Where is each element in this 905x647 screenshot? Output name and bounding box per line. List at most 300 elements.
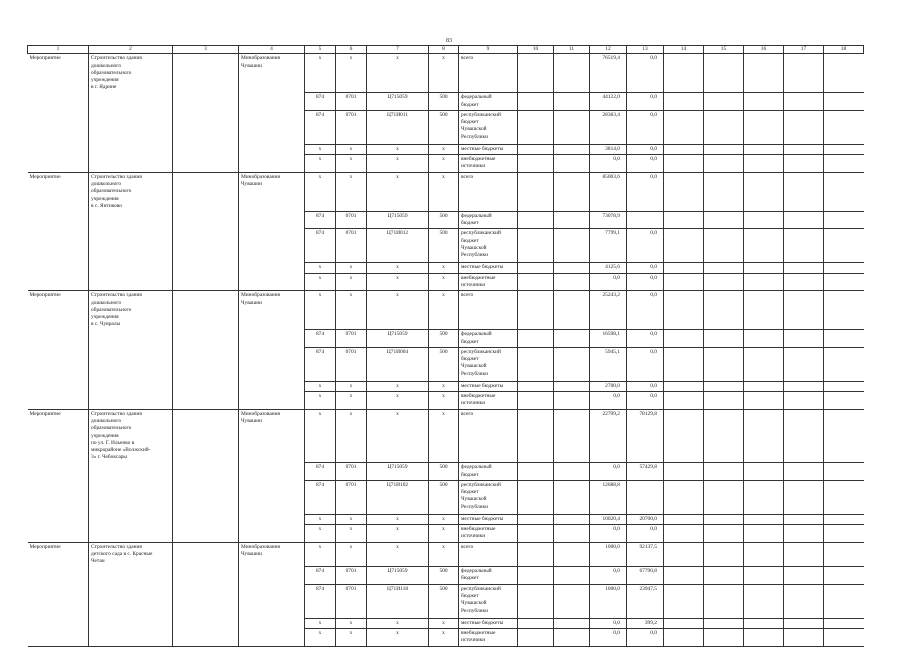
value-col-10 [518,629,554,647]
empty-cell [89,381,173,391]
text-line: местные бюджеты [461,264,504,271]
page-number: 83 [446,38,452,44]
funding-source [459,525,518,543]
value-col-14 [664,392,704,410]
funding-source [459,514,518,524]
value-col-14 [664,110,704,144]
empty-cell [89,273,173,291]
column-number-10: 10 [518,46,554,54]
text-line: микрорайоне «Волжский- [91,447,151,454]
expense-type-code: х [429,263,459,273]
empty-cell [89,229,173,263]
value-col-13: 0,0 [627,629,664,647]
value-col-15 [704,542,744,566]
text-line: дошкольного [91,62,122,69]
value-col-12: 12688,8 [590,480,627,514]
funding-table [27,45,864,647]
value-col-15 [704,273,744,291]
value-col-17 [784,291,824,330]
value-col-13 [627,480,664,514]
value-col-14 [664,463,704,481]
target-article-code: х [367,381,429,391]
expense-type-code: х [429,542,459,566]
empty-cell [89,480,173,514]
empty-cell [89,144,173,154]
value-col-10 [518,54,554,93]
text-line: республиканский [461,481,501,488]
value-col-15 [704,291,744,330]
text-line: учреждения [91,432,119,439]
text-line: бюджет [461,220,479,227]
value-col-12: 0,0 [590,525,627,543]
empty-cell [173,263,239,273]
value-col-17 [784,525,824,543]
target-article-code: Ц715059 [367,463,429,481]
empty-cell [173,392,239,410]
value-col-13: 0,0 [627,172,664,211]
value-col-13: 0,0 [627,273,664,291]
executor [239,291,305,330]
value-col-11 [554,463,590,481]
value-col-11 [554,291,590,330]
text-line: Чувашской [461,496,487,503]
expense-type-code: 500 [429,567,459,585]
funding-source [459,172,518,211]
text-line: Чувашии [241,62,262,69]
value-col-18 [824,172,864,211]
section-code: х [336,155,367,173]
value-col-13 [627,211,664,229]
funding-source [459,110,518,144]
value-col-10 [518,93,554,111]
grbs-code: 874 [305,330,336,348]
value-col-10 [518,155,554,173]
empty-cell [239,584,305,618]
text-line: Чувашии [241,418,262,424]
text-line: Республики [461,133,489,140]
target-article-code: х [367,54,429,93]
value-col-11 [554,629,590,647]
value-col-12: 2700,0 [590,381,627,391]
value-col-15 [704,567,744,585]
empty-cell [28,381,89,391]
value-col-12: 25243,2 [590,291,627,330]
column-number-9: 9 [459,46,518,54]
text-line: федеральный [461,94,492,101]
value-col-10 [518,347,554,381]
empty-cell [239,155,305,173]
text-line: Минобразования [241,173,280,180]
empty-cell [28,93,89,111]
column-number-12: 12 [590,46,627,54]
column-number-8: 8 [429,46,459,54]
empty-cell [28,629,89,647]
value-col-15 [704,347,744,381]
value-col-10 [518,514,554,524]
text-line: внебюджетные [461,274,496,281]
value-col-17 [784,409,824,463]
event-name [89,172,173,211]
event-type: Мероприятие [28,54,89,93]
value-col-11 [554,542,590,566]
empty-cell [89,629,173,647]
text-line: источники [461,163,486,170]
grbs-code: х [305,381,336,391]
funding-source [459,291,518,330]
funding-source [459,480,518,514]
text-line: Чувашской [461,363,487,370]
value-col-14 [664,618,704,628]
table-row [28,480,864,514]
value-col-11 [554,144,590,154]
value-col-14 [664,93,704,111]
text-line: дошкольного [91,418,122,424]
value-col-11 [554,525,590,543]
value-col-11 [554,514,590,524]
expense-type-code: х [429,514,459,524]
empty-cell [28,567,89,585]
value-col-16 [744,263,784,273]
value-col-12: 0,0 [590,618,627,628]
empty-cell [28,229,89,263]
column-number-17: 17 [784,46,824,54]
funding-source [459,211,518,229]
text-line: 3» г. Чебоксары [91,454,128,461]
value-col-17 [784,347,824,381]
empty-cell [89,525,173,543]
value-col-14 [664,514,704,524]
value-col-12: 16598,1 [590,330,627,348]
value-col-12: 0,0 [590,629,627,647]
text-line: Чувашии [241,299,262,306]
funding-source [459,567,518,585]
value-col-18 [824,330,864,348]
empty-cell [173,273,239,291]
value-col-17 [784,567,824,585]
value-col-11 [554,381,590,391]
text-line: источники [461,400,486,407]
text-line: внебюджетные [461,630,496,637]
value-col-10 [518,291,554,330]
empty-cell [173,144,239,154]
value-col-14 [664,629,704,647]
target-article-code: Ц715059 [367,330,429,348]
target-article-code: х [367,273,429,291]
expense-type-code: 500 [429,480,459,514]
section-code: 0701 [336,110,367,144]
value-col-11 [554,273,590,291]
event-type: Мероприятие [28,172,89,211]
value-col-17 [784,618,824,628]
section-code: 0701 [336,347,367,381]
value-col-12: 0,0 [590,392,627,410]
empty-cell [89,463,173,481]
value-col-14 [664,347,704,381]
empty-cell [173,629,239,647]
empty-cell [28,155,89,173]
value-col-14 [664,155,704,173]
target-article-code: х [367,409,429,463]
value-col-18 [824,480,864,514]
text-line: всего [461,292,474,299]
empty-cell [239,567,305,585]
text-line: источники [461,281,486,288]
value-col-18 [824,392,864,410]
expense-type-code: х [429,144,459,154]
text-line: Минобразования [241,543,280,550]
grbs-code: х [305,291,336,330]
value-col-11 [554,567,590,585]
text-line: местные бюджеты [461,382,504,389]
value-col-14 [664,229,704,263]
empty-cell [28,463,89,481]
value-col-10 [518,392,554,410]
funding-source [459,273,518,291]
value-col-17 [784,480,824,514]
target-article-code: х [367,629,429,647]
empty-cell [173,480,239,514]
table-row [28,392,864,410]
empty-cell [89,155,173,173]
value-col-18 [824,542,864,566]
value-col-18 [824,54,864,93]
value-col-16 [744,567,784,585]
event-type: Мероприятие [28,409,89,463]
text-line: Строительство здания [91,173,142,180]
text-line: образовательного [91,306,132,313]
empty-cell [28,211,89,229]
value-col-14 [664,409,704,463]
expense-type-code: х [429,291,459,330]
text-line: Строительство здания [91,292,142,299]
value-col-17 [784,229,824,263]
empty-cell [89,392,173,410]
expense-type-code: 500 [429,229,459,263]
value-col-14 [664,54,704,93]
empty-cell [173,463,239,481]
empty-cell [239,463,305,481]
expense-type-code: 500 [429,584,459,618]
funding-source [459,542,518,566]
value-col-17 [784,54,824,93]
section-code: х [336,618,367,628]
value-col-11 [554,330,590,348]
text-line: Республики [461,370,489,377]
grbs-code: х [305,542,336,566]
section-code: х [336,263,367,273]
target-article-code: х [367,525,429,543]
grbs-code: 874 [305,347,336,381]
grbs-code: х [305,144,336,154]
grbs-code: х [305,54,336,93]
text-line: республиканский [461,348,501,355]
value-col-16 [744,291,784,330]
value-col-12: 85003,6 [590,172,627,211]
target-article-code: Ц71И118 [367,584,429,618]
empty-cell [239,330,305,348]
grbs-code: 874 [305,93,336,111]
value-col-11 [554,54,590,93]
value-col-13: 23947,5 [627,584,664,618]
empty-cell [28,514,89,524]
section-code: х [336,409,367,463]
text-line: Республики [461,252,489,259]
value-col-12: 3814,0 [590,144,627,154]
value-col-14 [664,273,704,291]
value-col-17 [784,144,824,154]
column-number-row [28,46,864,54]
value-col-16 [744,330,784,348]
value-col-12: 1000,0 [590,584,627,618]
value-col-10 [518,542,554,566]
empty-cell [89,110,173,144]
grbs-code: х [305,172,336,211]
empty-cell [239,525,305,543]
empty-cell [89,330,173,348]
text-line: местные бюджеты [461,619,504,626]
table-row [28,542,864,566]
value-col-16 [744,392,784,410]
text-line: Строительство здания [91,410,142,417]
table-row [28,463,864,481]
text-line: образовательного [91,188,132,195]
funding-source [459,54,518,93]
section-code: х [336,291,367,330]
empty-cell [28,392,89,410]
text-line: бюджет [461,119,479,126]
value-col-18 [824,463,864,481]
value-col-16 [744,54,784,93]
value-col-17 [784,93,824,111]
value-col-17 [784,514,824,524]
value-col-17 [784,110,824,144]
table-row [28,330,864,348]
empty-cell [239,93,305,111]
value-col-11 [554,211,590,229]
event-name [89,542,173,566]
empty-cell [28,618,89,628]
text-line: источники [461,637,486,644]
section-code: 0701 [336,480,367,514]
value-col-18 [824,229,864,263]
value-col-10 [518,525,554,543]
target-article-code: Ц71И004 [367,347,429,381]
empty-cell [173,93,239,111]
value-col-15 [704,155,744,173]
value-col-15 [704,618,744,628]
text-line: федеральный [461,464,492,471]
section-code: 0701 [336,93,367,111]
value-col-16 [744,211,784,229]
value-col-18 [824,263,864,273]
value-col-18 [824,629,864,647]
value-col-16 [744,463,784,481]
funding-source [459,381,518,391]
value-col-15 [704,144,744,154]
table-row [28,172,864,211]
value-col-16 [744,229,784,263]
empty-cell [239,229,305,263]
empty-cell [173,567,239,585]
executor [239,172,305,211]
value-col-15 [704,93,744,111]
section-code: х [336,381,367,391]
value-col-17 [784,155,824,173]
empty-cell [173,211,239,229]
text-line: бюджет [461,575,479,582]
section-code: 0701 [336,229,367,263]
empty-cell [89,347,173,381]
empty-cell [239,110,305,144]
value-col-11 [554,263,590,273]
expense-type-code: х [429,155,459,173]
value-col-18 [824,347,864,381]
value-col-12: 0,0 [590,567,627,585]
value-col-10 [518,330,554,348]
value-col-17 [784,629,824,647]
expense-type-code: х [429,618,459,628]
value-col-17 [784,330,824,348]
text-line: Минобразования [241,55,280,62]
funding-source [459,347,518,381]
value-col-12: 1000,0 [590,542,627,566]
target-article-code: х [367,263,429,273]
empty-cell [173,110,239,144]
empty-cell [239,144,305,154]
value-col-13: 0,0 [627,392,664,410]
value-col-10 [518,381,554,391]
empty-cell [173,381,239,391]
grbs-code: 874 [305,229,336,263]
funding-source [459,618,518,628]
value-col-17 [784,172,824,211]
table-row [28,144,864,154]
column-number-1: 1 [28,46,89,54]
value-col-18 [824,144,864,154]
text-line: учреждения [91,195,119,202]
value-col-11 [554,110,590,144]
text-line: бюджет [461,237,479,244]
text-line: образовательного [91,69,132,76]
table-row [28,155,864,173]
section-code: х [336,542,367,566]
section-code: х [336,172,367,211]
target-article-code: х [367,291,429,330]
value-col-15 [704,463,744,481]
section-code: 0701 [336,330,367,348]
value-col-10 [518,211,554,229]
value-col-11 [554,480,590,514]
empty-cell [28,525,89,543]
empty-cell [173,514,239,524]
value-col-11 [554,155,590,173]
value-col-12: 7799,1 [590,229,627,263]
expense-type-code: х [429,381,459,391]
text-line: внебюджетные [461,156,496,163]
value-col-18 [824,273,864,291]
value-col-12: 0,0 [590,155,627,173]
empty-cell [89,618,173,628]
funding-source [459,229,518,263]
value-col-16 [744,514,784,524]
column-number-15: 15 [704,46,744,54]
executor [239,54,305,93]
value-col-15 [704,172,744,211]
empty-cell [89,93,173,111]
section-code: 0701 [336,584,367,618]
grbs-code: 874 [305,480,336,514]
empty-cell [173,409,239,463]
